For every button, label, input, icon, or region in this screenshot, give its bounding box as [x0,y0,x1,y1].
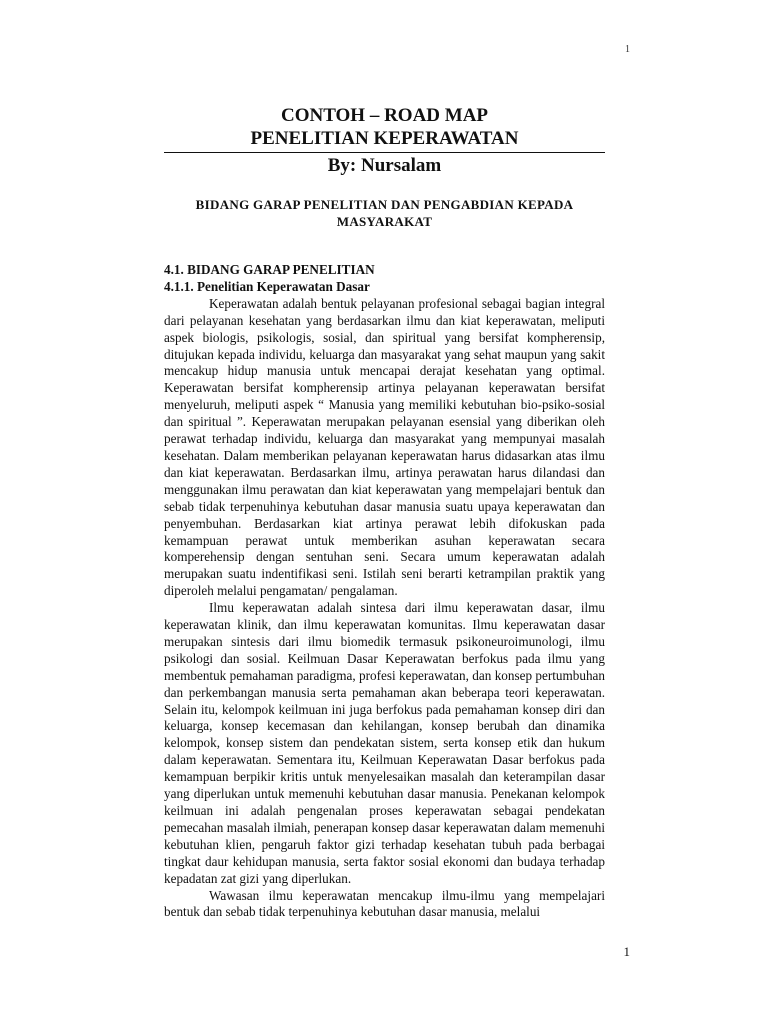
title-block [164,104,605,177]
document-subtitle: BIDANG GARAP PENELITIAN DAN PENGABDIAN KEPADA MASYARAKAT [195,197,574,229]
title-line-2: PENELITIAN KEPERAWATAN [250,128,519,149]
paragraph-3: Wawasan ilmu keperawatan mencakup ilmu-ilmu yang mempelajari bentuk dan sebab tidak terpenuhinya kebutuhan dasar manusia, melalui [164,887,605,920]
page-number-top: 1 [625,44,630,55]
subsection-heading: 4.1.1. Penelitian Keperawatan Dasar [164,278,370,294]
title-divider [164,152,605,153]
title-line-1: CONTOH – ROAD MAP [280,105,489,126]
paragraph-2: Ilmu keperawatan adalah sintesa dari ilmu keperawatan dasar, ilmu keperawatan klinik, dan ilmu keperawatan komunitas. Ilmu keperawatan dasar merupakan sintesis dari ilmu biomedik termasuk psikoneuroimunologi, ilmu psikologi dan sosial. Keilmuan Dasar Keperawatan berfokus pada ilmu yang membentuk pemahaman paradigma, profesi keperawatan, dan konsep pertumbuhan dan perkembangan manusia serta pemahaman akan beberapa teori keperawatan. Selain itu, kelompok keilmuan ini juga berfokus pada pemahaman konsep diri dan keluarga, konsep kecemasan dan kehilangan, konsep berubah dan dinamika kelompok, konsep sistem dan pendekatan sistem, serta konsep etik dan hukum dalam keperawatan. Sementara itu, Keilmuan Keperawatan Dasar berfokus pada kemampuan berpikir kritis untuk menyelesaikan masalah dan keterampilan dasar yang diperlukan untuk memenuhi kebutuhan dasar manusia. Penekanan kelompok keilmuan ini adalah pengenalan proses keperawatan sebagai pendekatan pemecahan masalah ilmiah, penerapan konsep dasar keperawatan dalam memenuhi kebutuhan klien, pengaruh faktor gizi terhadap kesehatan tubuh pada berbagai tingkat daur kehidupan manusia, serta faktor sosial ekonomi dan budaya terhadap kepadatan zat gizi yang diperlukan. [164,600,605,886]
body-text [164,262,605,921]
paragraph-1: Keperawatan adalah bentuk pelayanan profesional sebagai bagian integral dari pelayanan kesehatan yang berdasarkan ilmu dan kiat keperawatan, meliputi aspek biologis, psikologis, sosial, dan spiritual yang bersifat kompherensip, ditujukan kepada individu, keluarga dan masyarakat yang sehat maupun yang sakit mencakup hidup manusia untuk mencapai derajat kesehatan yang optimal. Keperawatan bersifat kompherensip artinya pelayanan keperawatan bersifat menyeluruh, meliputi aspek “ Manusia yang memiliki kebutuhan bio-psiko-sosial dan spiritual ”. Keperawatan merupakan pelayanan esensial yang diberikan oleh perawat terhadap individu, keluarga dan masyarakat yang mempunyai masalah kesehatan. Dalam memberikan pelayanan keperawatan harus didasarkan atas ilmu dan kiat keperawatan. Berdasarkan ilmu, artinya perawatan harus dilandasi dan menggunakan ilmu perawatan dan kiat keperawatan yang mempelajari bentuk dan sebab tidak terpenuhinya kebutuhan dasar manusia suatu upaya keperawatan dan penyembuhan. Berdasarkan kiat artinya perawat lebih difokuskan pada kemampuan perawat untuk memberikan asuhan keperawatan secara komperehensip dengan sentuhan seni. Secara umum keperawatan adalah merupakan suatu indentifikasi seni. Istilah seni berarti ketrampilan praktik yang diperoleh melalui pengamatan/ pengalaman. [164,295,605,599]
page-number-bottom: 1 [623,944,630,959]
section-heading: 4.1. BIDANG GARAP PENELITIAN [164,262,375,277]
author-line: By: Nursalam [327,155,442,176]
